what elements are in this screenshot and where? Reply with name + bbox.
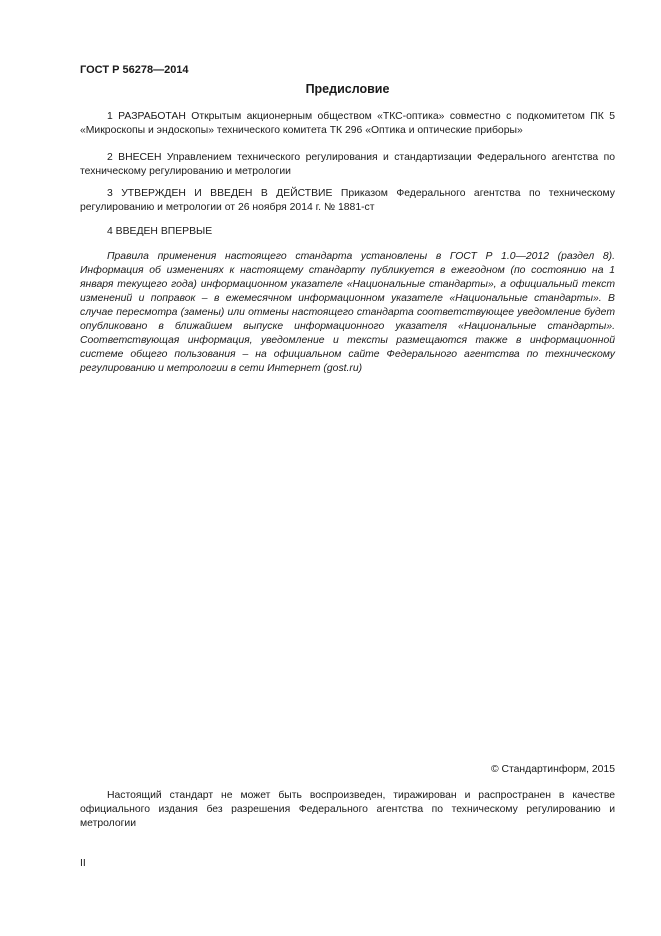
page-title: Предисловие [305,82,390,96]
preface-item-1 [80,110,615,138]
preface-item-3-text: 3 УТВЕРЖДЕН И ВВЕДЕН В ДЕЙСТВИЕ Приказом Федерального агентства по техническому регулированию и метрологии от 26 ноября 2014 г. № 1881-ст [80,188,615,213]
rules-note-text: Правила применения настоящего стандарта установлены в ГОСТ Р 1.0—2012 (раздел 8). Информация об изменениях к настоящему стандарту публикуется в ежегодном (по состоянию на 1 января текущего года) информационном указателе «Национальные стандарты», а официальный текст изменений и поправок – в ежемесячном информационном указателе «Национальные стандарты». В случае пересмотра (замены) или отмены настоящего стандарта соответствующее уведомление будет опубликовано в ближайшем выпуске информационного указателя «Национальные стандарты». Соответствующая информация, уведомление и тексты размещаются также в информационной системе общего пользования – на официальном сайте Федерального агентства по техническому регулированию и метрологии в сети Интернет (gost.ru) [80,251,615,374]
copyright: © Стандартинформ, 2015 [490,764,615,775]
document-code: ГОСТ Р 56278—2014 [80,64,189,76]
preface-item-4-text: 4 ВВЕДЕН ВПЕРВЫЕ [107,226,213,237]
rules-note [80,250,615,376]
page-number: II [80,858,86,869]
reproduction-notice [80,789,615,831]
preface-item-1-text: 1 РАЗРАБОТАН Открытым акционерным обществом «ТКС-оптика» совместно с подкомитетом ПК 5 «Микроскопы и эндоскопы» технического комитета ТК 296 «Оптика и оптические приборы» [80,111,615,136]
preface-item-2 [80,151,615,179]
preface-item-4 [80,225,615,239]
preface-item-3 [80,187,615,215]
preface-item-2-text: 2 ВНЕСЕН Управлением технического регулирования и стандартизации Федерального агентства по техническому регулированию и метрологии [80,152,615,177]
reproduction-notice-text: Настоящий стандарт не может быть воспроизведен, тиражирован и распространен в качестве официального издания без разрешения Федерального агентства по техническому регулированию и метрологии [80,790,615,829]
